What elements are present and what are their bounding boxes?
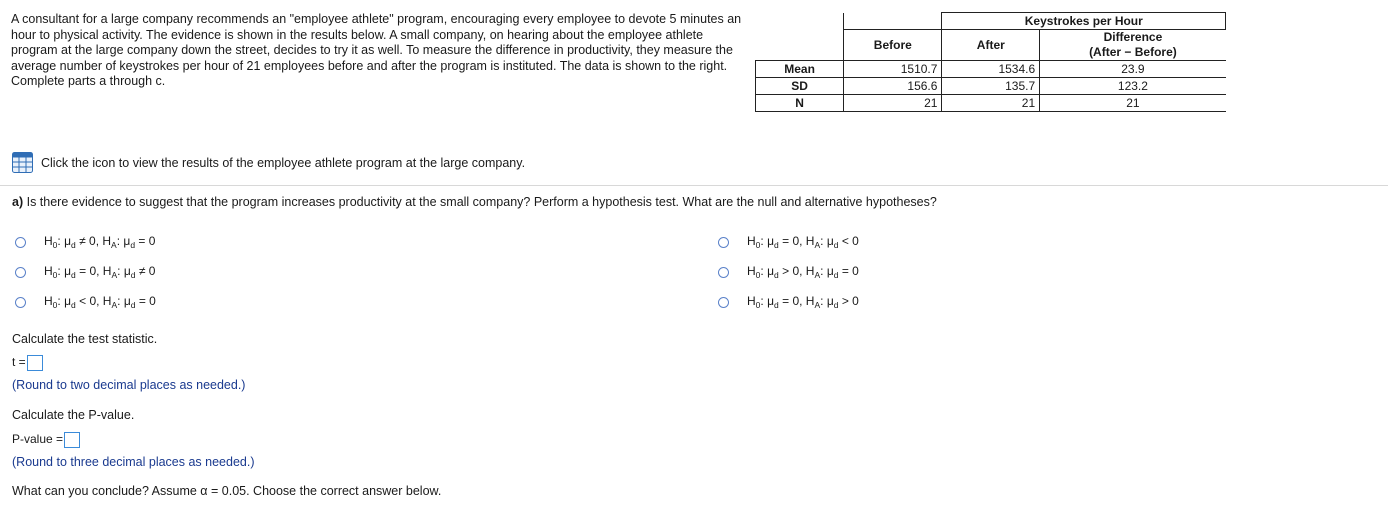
question-a bbox=[12, 195, 937, 209]
radio-button[interactable] bbox=[718, 297, 729, 308]
round-three-hint: (Round to three decimal places as needed.) bbox=[12, 455, 255, 469]
before-header: Before bbox=[844, 30, 942, 61]
divider bbox=[0, 185, 1388, 186]
keystrokes-table bbox=[755, 12, 1388, 112]
after-value: 21 bbox=[942, 95, 1040, 112]
pvalue-label: P-value = bbox=[12, 432, 64, 447]
table-row bbox=[756, 95, 1388, 112]
radio-button[interactable] bbox=[15, 237, 26, 248]
difference-value: 123.2 bbox=[1040, 78, 1226, 95]
test-statistic-prompt: Calculate the test statistic. bbox=[12, 332, 158, 346]
option-text: $H_0$: $\mu_d = 0$, $H_A$: $\mu_d \ne 0$ bbox=[44, 264, 156, 280]
option-text: $H_0$: $\mu_d < 0$, $H_A$: $\mu_d = 0$ bbox=[44, 294, 156, 310]
hypothesis-option-1[interactable] bbox=[15, 234, 155, 250]
row-label: N bbox=[756, 95, 844, 112]
before-value: 21 bbox=[844, 95, 942, 112]
table-row bbox=[756, 78, 1388, 95]
difference-header-line2: (After − Before) bbox=[1089, 45, 1177, 59]
conclusion-prompt: What can you conclude? Assume α = 0.05. Choose the correct answer below. bbox=[12, 484, 442, 498]
pvalue-answer-input[interactable] bbox=[64, 432, 80, 448]
hypothesis-option-2[interactable] bbox=[15, 264, 155, 280]
difference-value: 21 bbox=[1040, 95, 1226, 112]
option-text: $H_0$: $\mu_d = 0$, $H_A$: $\mu_d > 0$ bbox=[747, 294, 859, 310]
option-text: $H_0$: $\mu_d \ne 0$, $H_A$: $\mu_d = 0$ bbox=[44, 234, 156, 250]
question-a-text: Is there evidence to suggest that the program increases productivity at the small company? Perform a hypothesis test. What are the null and alternative hypotheses? bbox=[26, 195, 937, 209]
hypothesis-option-4[interactable] bbox=[718, 234, 859, 250]
before-value: 1510.7 bbox=[844, 61, 942, 78]
hypothesis-option-5[interactable] bbox=[718, 264, 859, 280]
option-text: $H_0$: $\mu_d > 0$, $H_A$: $\mu_d = 0$ bbox=[747, 264, 859, 280]
hypothesis-option-6[interactable] bbox=[718, 294, 859, 310]
t-label: t = bbox=[12, 355, 26, 370]
pvalue-row bbox=[12, 432, 80, 448]
t-answer-input[interactable] bbox=[27, 355, 43, 371]
radio-button[interactable] bbox=[718, 237, 729, 248]
before-value: 156.6 bbox=[844, 78, 942, 95]
question-a-label: a) bbox=[12, 195, 24, 209]
after-header: After bbox=[942, 30, 1040, 61]
radio-button[interactable] bbox=[15, 267, 26, 278]
option-text: $H_0$: $\mu_d = 0$, $H_A$: $\mu_d < 0$ bbox=[747, 234, 859, 250]
hypothesis-option-3[interactable] bbox=[15, 294, 156, 310]
table-row bbox=[756, 61, 1388, 78]
t-statistic-row bbox=[12, 355, 43, 371]
group-header: Keystrokes per Hour bbox=[942, 13, 1226, 30]
icon-note-text: Click the icon to view the results of the employee athlete program at the large company. bbox=[41, 155, 526, 170]
after-value: 135.7 bbox=[942, 78, 1040, 95]
problem-intro: A consultant for a large company recommends an "employee athlete" program, encouraging every employee to devote 5 minutes an hour to physical activity. The evidence is shown in the results below. A small company, on hearing about the employee athlete program at the large company down the street, decides to try it as well. To measure the difference in productivity, they measure the average number of keystrokes per hour of 21 employees before and after the program is instituted. The data is shown to the right. Complete parts a through c. bbox=[11, 12, 742, 89]
data-icon-note bbox=[12, 152, 525, 173]
pvalue-prompt: Calculate the P-value. bbox=[12, 408, 135, 422]
difference-value: 23.9 bbox=[1040, 61, 1226, 78]
round-two-hint: (Round to two decimal places as needed.) bbox=[12, 378, 246, 392]
radio-button[interactable] bbox=[718, 267, 729, 278]
table-icon[interactable] bbox=[12, 152, 33, 173]
row-label: SD bbox=[756, 78, 844, 95]
radio-button[interactable] bbox=[15, 297, 26, 308]
after-value: 1534.6 bbox=[942, 61, 1040, 78]
difference-header-line1: Difference bbox=[1103, 30, 1163, 44]
difference-header bbox=[1040, 30, 1226, 61]
row-label: Mean bbox=[756, 61, 844, 78]
